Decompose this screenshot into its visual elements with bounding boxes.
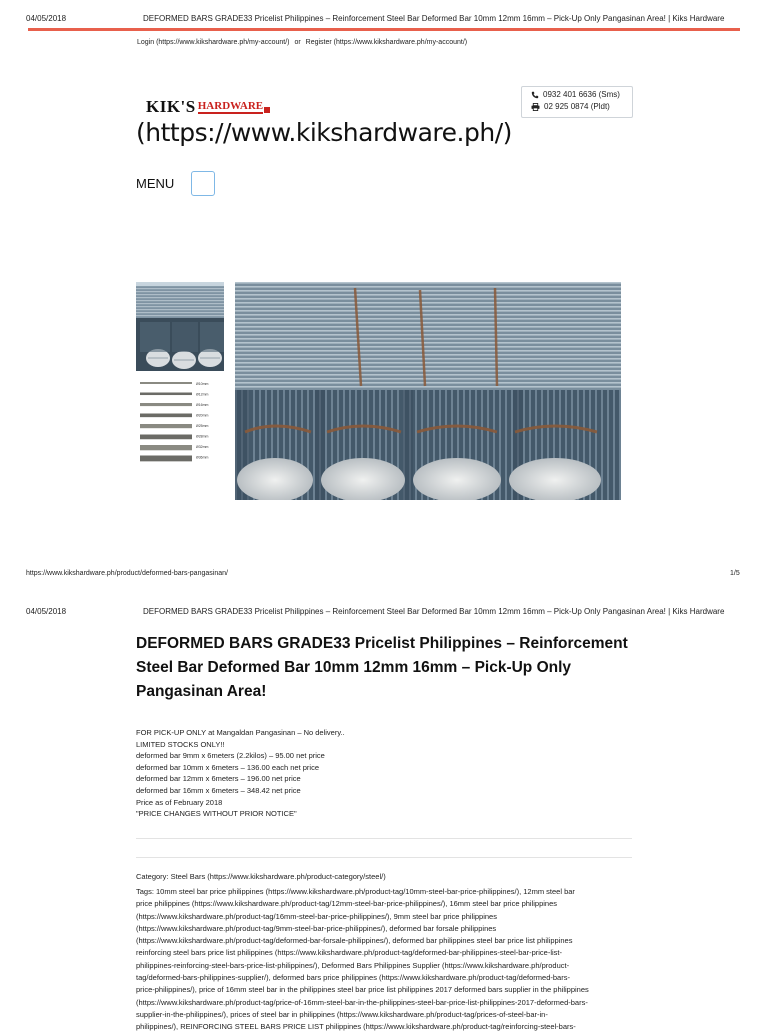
size-label: Ø25mm bbox=[196, 424, 209, 428]
tags-line[interactable]: philippines/), REINFORCING STEEL BARS PRICE LIST philippines (https://www.kikshardware.ph/product-tag/reinforcing-steel-bars- bbox=[136, 1022, 576, 1032]
tags-line[interactable]: (https://www.kikshardware.ph/product-tag/9mm-steel-bar-price-philippines/), deformed bar forsale philippines bbox=[136, 923, 497, 933]
size-row bbox=[140, 424, 209, 428]
contact-fax-row[interactable] bbox=[531, 102, 610, 111]
size-label: Ø16mm bbox=[196, 403, 209, 407]
print-title: DEFORMED BARS GRADE33 Pricelist Philippines – Reinforcement Steel Bar Deformed Bar 10mm 12mm 16mm – Pick-Up Only Pangasinan Area! | Kiks Hardware bbox=[143, 14, 725, 23]
contact-phone-pldt: 02 925 0874 (Pldt) bbox=[544, 102, 610, 111]
size-row bbox=[140, 382, 209, 386]
print-title-page2: DEFORMED BARS GRADE33 Pricelist Philippines – Reinforcement Steel Bar Deformed Bar 10mm 12mm 16mm – Pick-Up Only Pangasinan Area! | Kiks Hardware bbox=[143, 607, 725, 616]
tags-line[interactable]: tag/deformed-bars-philippines-supplier/), deformed bars price philippines (https://www.kikshardware.ph/product-tag/deformed-bars- bbox=[136, 973, 570, 983]
rebar-bundle-photo bbox=[235, 282, 621, 500]
description-line: deformed bar 10mm x 6meters – 136.00 each net price bbox=[136, 762, 320, 772]
tags-line[interactable]: Tags: 10mm steel bar price philippines (https://www.kikshardware.ph/product-tag/10mm-steel-bar-price-philippines/), 12mm steel bar bbox=[136, 887, 575, 896]
bundle-thumbnail-image bbox=[136, 282, 224, 371]
tags-line[interactable]: price philippines (https://www.kikshardware.ph/product-tag/12mm-steel-bar-price-philippines/), 16mm steel bar price philippines bbox=[136, 899, 558, 909]
size-row bbox=[140, 393, 209, 397]
register-link[interactable]: Register (https://www.kikshardware.ph/my-account/) bbox=[305, 39, 468, 46]
print-date-page2: 04/05/2018 bbox=[26, 607, 67, 616]
product-category[interactable]: Category: Steel Bars (https://www.kikshardware.ph/product-category/steel/) bbox=[136, 872, 386, 881]
site-home-link[interactable]: (https://www.kikshardware.ph/) bbox=[136, 118, 512, 147]
contact-box bbox=[521, 86, 633, 118]
size-label: Ø32mm bbox=[196, 445, 209, 449]
login-link[interactable]: Login (https://www.kikshardware.ph/my-account/) bbox=[137, 39, 290, 46]
logo-mark bbox=[264, 107, 270, 113]
page-footer-url: https://www.kikshardware.ph/product/deformed-bars-pangasinan/ bbox=[26, 570, 228, 577]
menu-toggle-button[interactable] bbox=[191, 171, 215, 196]
product-thumbnail-sizes[interactable] bbox=[136, 376, 224, 468]
rebar-sample bbox=[140, 424, 192, 428]
size-row bbox=[140, 435, 209, 440]
main-product-image[interactable] bbox=[235, 282, 621, 500]
description-line: Price as of February 2018 bbox=[136, 797, 223, 807]
rebar-sample bbox=[140, 414, 192, 418]
phone-icon bbox=[531, 91, 539, 99]
product-title-line: Pangasinan Area! bbox=[136, 683, 267, 700]
size-label: Ø20mm bbox=[196, 413, 209, 418]
description-line: deformed bar 16mm x 6meters – 348.42 net price bbox=[136, 785, 301, 795]
tags-line[interactable]: (https://www.kikshardware.ph/product-tag/deformed-bar-forsale-philippines/), deformed bar philippines steel bar price list philippines bbox=[136, 936, 573, 946]
size-label: Ø12mm bbox=[196, 392, 209, 397]
rebar-sample bbox=[140, 456, 192, 462]
size-row bbox=[140, 414, 209, 418]
description-line: LIMITED STOCKS ONLY!! bbox=[136, 739, 225, 749]
header-accent-line bbox=[28, 28, 740, 31]
size-row bbox=[140, 403, 209, 407]
tags-line[interactable]: price-philippines/), price of 16mm steel bar in the philippines steel bar price list philippines 2017 deformed bars supplier in the philippines bbox=[136, 985, 589, 995]
rebar-sample bbox=[140, 403, 192, 406]
product-title-line: DEFORMED BARS GRADE33 Pricelist Philippines – Reinforcement bbox=[136, 635, 628, 652]
tags-line[interactable]: philippines-reinforcing-steel-bars-price-list-philippines/), Deformed Bars Philippines Supplier (https://www.kikshardware.ph/product- bbox=[136, 960, 570, 970]
tags-line[interactable]: supplier-in-the-philippines/), prices of steel bar in philippines (https://www.kikshardware.ph/product-tag/prices-of-steel-bar-in- bbox=[136, 1009, 548, 1019]
printer-icon bbox=[531, 103, 540, 111]
tags-line[interactable]: (https://www.kikshardware.ph/product-tag/price-of-16mm-steel-bar-in-the-philippines-steel-bar-price-list-philippines-2017-deformed-bars- bbox=[136, 997, 588, 1007]
size-row bbox=[140, 445, 209, 450]
size-label: Ø28mm bbox=[196, 434, 209, 439]
page-number: 1/5 bbox=[730, 570, 740, 577]
section-divider bbox=[136, 857, 632, 858]
rebar-sample bbox=[140, 382, 192, 384]
size-label: Ø36mm bbox=[196, 455, 209, 460]
logo-hardware-text: HARDWARE bbox=[197, 100, 264, 112]
size-label: Ø10mm bbox=[196, 382, 209, 386]
description-line: deformed bar 9mm x 6meters (2.2kilos) – 95.00 net price bbox=[136, 751, 325, 761]
rebar-sample bbox=[140, 393, 192, 396]
contact-phone-smart: 0932 401 6636 (Sms) bbox=[543, 90, 620, 99]
rebar-sample bbox=[140, 445, 192, 450]
account-or: or bbox=[294, 39, 301, 46]
product-title-line: Steel Bar Deformed Bar 10mm 12mm 16mm – Pick-Up Only bbox=[136, 659, 572, 676]
product-thumbnail-bundle[interactable] bbox=[136, 282, 224, 371]
account-links bbox=[137, 39, 467, 46]
site-logo[interactable] bbox=[146, 98, 270, 116]
section-divider bbox=[136, 838, 632, 839]
description-line: "PRICE CHANGES WITHOUT PRIOR NOTICE" bbox=[136, 809, 297, 819]
description-line: FOR PICK-UP ONLY at Mangaldan Pangasinan – No delivery.. bbox=[136, 728, 345, 737]
logo-kiks-text: KIK'S bbox=[146, 97, 196, 116]
description-line: deformed bar 12mm x 6meters – 196.00 net price bbox=[136, 774, 301, 784]
rebar-sample bbox=[140, 435, 192, 440]
product-description bbox=[136, 727, 345, 820]
tags-line[interactable]: (https://www.kikshardware.ph/product-tag/16mm-steel-bar-price-philippines/), 9mm steel bar price philippines bbox=[136, 911, 497, 921]
contact-phone-row[interactable] bbox=[531, 90, 620, 99]
size-chart-thumbnail-image bbox=[136, 376, 224, 468]
tags-line[interactable]: reinforcing steel bars price list philippines (https://www.kikshardware.ph/product-tag/deformed-bar-philippines-steel-bar-price-list- bbox=[136, 948, 563, 958]
product-tags bbox=[136, 886, 589, 1034]
size-row bbox=[140, 456, 209, 462]
menu-label[interactable]: MENU bbox=[136, 176, 175, 191]
print-date: 04/05/2018 bbox=[26, 14, 67, 23]
product-title bbox=[136, 632, 636, 704]
